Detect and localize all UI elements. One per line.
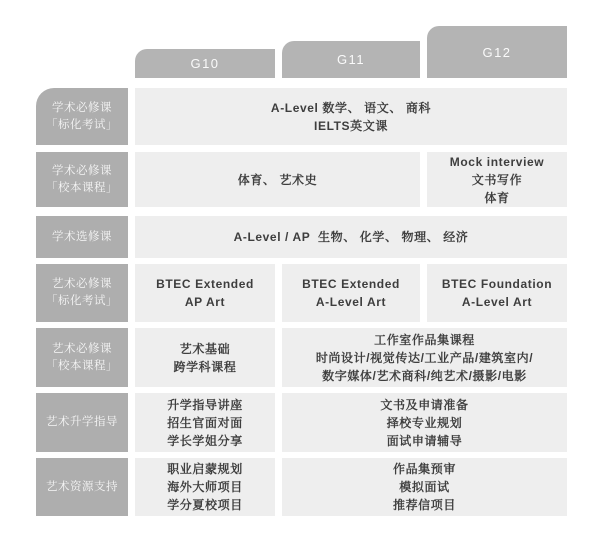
cell-line: A-Level Art [461, 295, 533, 309]
cell-line: 学长学姐分享 [167, 433, 243, 448]
row-label-art-required-school [36, 328, 128, 387]
row-label-line: 学术选修课 [52, 230, 112, 243]
cell-guidance-g11-g12 [282, 393, 567, 452]
cell-art-school-g10 [135, 328, 275, 387]
row-label-line: 「标化考试」 [46, 295, 118, 307]
cell-line: 面试申请辅导 [386, 433, 463, 448]
cell-art-standardized-g11 [282, 264, 420, 322]
cell-guidance-g10 [135, 393, 275, 452]
cell-art-school-g11-g12 [282, 328, 567, 387]
cell-line: BTEC Foundation [441, 277, 553, 291]
cell-line: BTEC Extended [302, 277, 400, 291]
cell-line: 招生官面对面 [167, 415, 243, 430]
cell-resource-g11-g12 [282, 458, 567, 516]
cell-line: 文书及申请准备 [380, 397, 469, 412]
cell-line: IELTS英文课 [314, 118, 388, 133]
cell-line: 体育、 艺术史 [237, 172, 318, 187]
cell-line: 学分夏校项目 [167, 498, 243, 512]
cell-line: 升学指导讲座 [167, 397, 243, 412]
cell-resource-g10 [135, 458, 275, 516]
cell-line: BTEC Extended [156, 277, 254, 291]
row-label-line: 艺术升学指导 [46, 416, 118, 428]
row-label-line: 学术必修课 [52, 101, 112, 114]
row-label-art-college-guidance [36, 393, 128, 452]
cell-academic-electives-all-grades [135, 216, 567, 258]
cell-line: A-Level / AP 生物、 化学、 物理、 经济 [233, 230, 469, 244]
row-label-art-resource-support [36, 458, 128, 516]
cell-line: 推荐信项目 [392, 498, 456, 512]
column-header-g11: G11 [282, 41, 420, 78]
cell-line: 职业启蒙规划 [167, 462, 243, 476]
cell-line: A-Level 数学、 语文、 商科 [270, 100, 432, 115]
row-label-academic-required-school [36, 152, 128, 207]
cell-line: A-Level Art [315, 295, 387, 309]
column-header-g10: G10 [135, 49, 275, 78]
cell-academic-school-g12 [427, 152, 567, 207]
row-label-line: 「校本课程」 [46, 359, 118, 372]
row-label-line: 「校本课程」 [46, 181, 118, 194]
cell-line: 文书写作 [471, 172, 523, 187]
cell-art-standardized-g10 [135, 264, 275, 322]
row-label-academic-required-standardized [36, 88, 128, 145]
cell-academic-required-standardized-all-grades [135, 88, 567, 145]
cell-line: Mock interview [449, 154, 545, 169]
cell-line: 艺术基础 [179, 341, 231, 356]
cell-line: 时尚设计/视觉传达/工业产品/建筑室内/ [315, 350, 534, 365]
cell-line: 模拟面试 [399, 480, 450, 494]
cell-line: 体育 [484, 190, 510, 205]
row-label-line: 艺术必修课 [52, 342, 112, 355]
row-label-line: 「标化考试」 [46, 118, 118, 131]
row-label-art-required-standardized [36, 264, 128, 322]
row-label-line: 学术必修课 [52, 164, 112, 177]
cell-line: 海外大师项目 [167, 480, 243, 494]
cell-art-standardized-g12 [427, 264, 567, 322]
cell-line: 数字媒体/艺术商科/纯艺术/摄影/电影 [322, 368, 527, 383]
column-header-g12: G12 [427, 26, 567, 78]
cell-line: 择校专业规划 [386, 415, 463, 430]
row-label-line: 艺术必修课 [52, 278, 112, 290]
cell-line: 工作室作品集课程 [374, 332, 475, 347]
cell-academic-school-g10-g11 [135, 152, 420, 207]
cell-line: 跨学科课程 [173, 359, 237, 374]
cell-line: 作品集预审 [392, 462, 456, 476]
row-label-line: 艺术资源支持 [46, 480, 118, 493]
cell-line: AP Art [184, 295, 226, 309]
row-label-academic-electives [36, 216, 128, 258]
